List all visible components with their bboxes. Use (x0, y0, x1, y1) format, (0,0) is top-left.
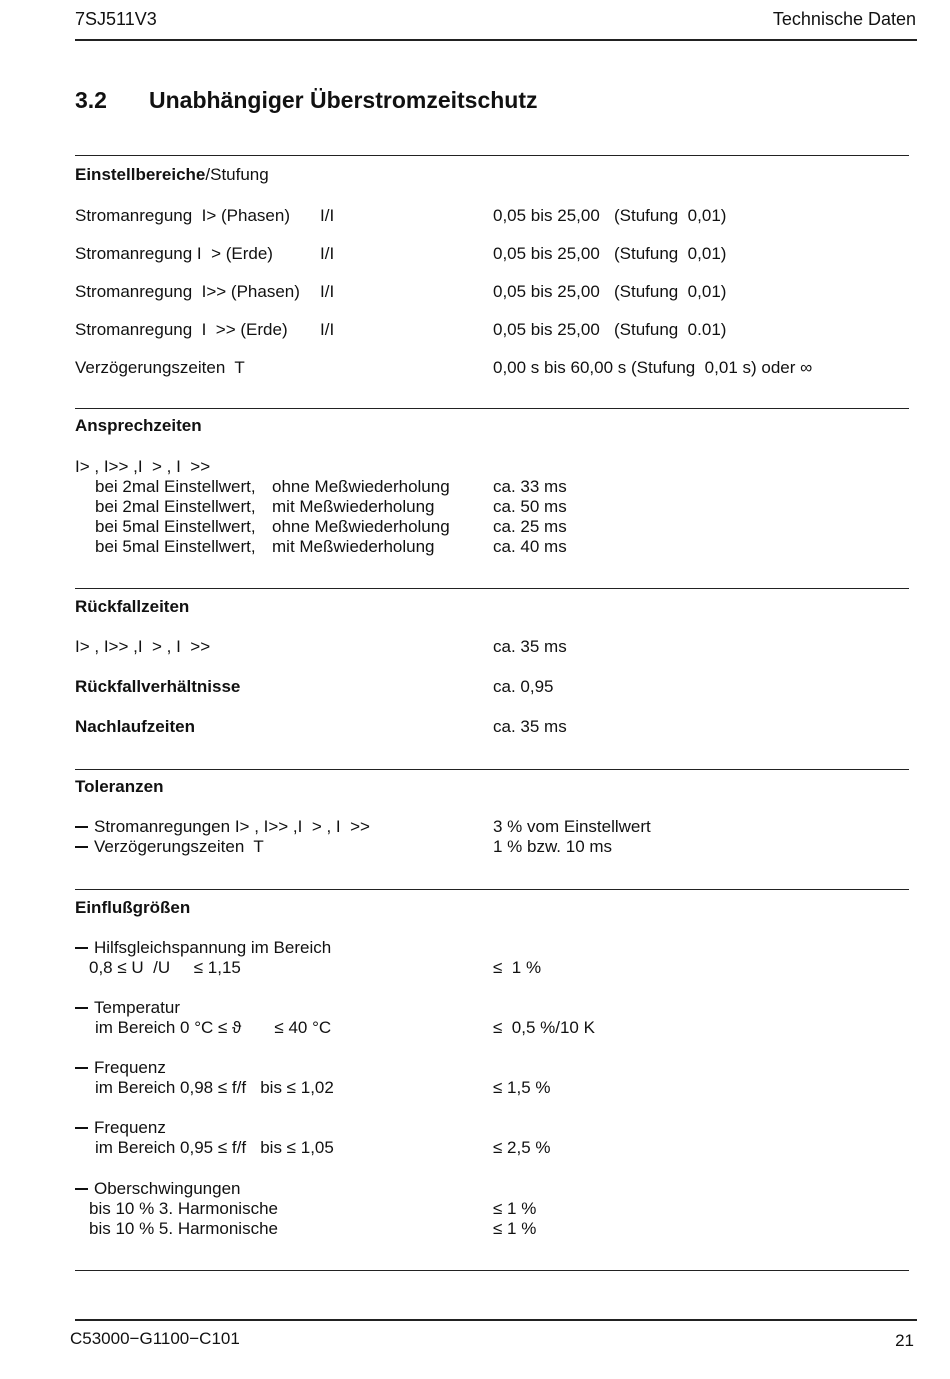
dash-bullet (75, 826, 88, 828)
ober-value: ≤ 1 % (493, 1199, 537, 1218)
ansprech-mode: mit Meßwiederholung (272, 497, 435, 516)
rule-einstell (75, 155, 909, 156)
einstell-label: Stromanregung I> (Phasen) (75, 206, 290, 225)
einstell-label: Stromanregung I > (Erde) (75, 244, 273, 263)
heading-einstellbereiche (75, 165, 269, 185)
einstell-value: 0,05 bis 25,00 (Stufung 0,01) (493, 244, 727, 263)
heading-toleranzen: Toleranzen (75, 777, 164, 796)
rule-toleranzen (75, 769, 909, 770)
freq1-title: Frequenz (94, 1058, 166, 1077)
section-number: 3.2 (75, 87, 107, 113)
heading-ansprechzeiten: Ansprechzeiten (75, 416, 202, 435)
ansprech-value: ca. 33 ms (493, 477, 567, 496)
einstell-value: 0,00 s bis 60,00 s (Stufung 0,01 s) oder ∞ (493, 358, 813, 377)
heading-einflussgroessen: Einflußgrößen (75, 898, 191, 917)
einfluss-title (75, 938, 331, 958)
einstell-unit: I/I (320, 244, 335, 263)
ansprech-value: ca. 50 ms (493, 497, 567, 516)
rueckfallverhaeltnisse-label: Rückfallverhältnisse (75, 677, 241, 696)
ober-value: ≤ 1 % (493, 1219, 537, 1238)
freq2-range: im Bereich 0,95 ≤ f/f bis ≤ 1,05 (95, 1138, 334, 1157)
freq2-title: Frequenz (94, 1118, 166, 1137)
einfluss-title (75, 998, 180, 1018)
toleranz-item (75, 837, 264, 857)
ansprech-factor: bei 5mal Einstellwert, (95, 537, 256, 556)
ansprech-mode: ohne Meßwiederholung (272, 477, 450, 496)
toleranz-value: 1 % bzw. 10 ms (493, 837, 613, 856)
hilfs-range: 0,8 ≤ U /U ≤ 1,15 (89, 958, 241, 977)
einfluss-title (75, 1058, 166, 1078)
ansprech-value: ca. 25 ms (493, 517, 567, 536)
header-doc-id: 7SJ511V3 (75, 9, 157, 29)
einstell-unit: I/I (320, 282, 335, 301)
footer-page-number: 21 (895, 1331, 914, 1350)
einstell-label: Stromanregung I >> (Erde) (75, 320, 288, 339)
einfluss-title (75, 1179, 240, 1199)
toleranz-item (75, 817, 370, 837)
einstell-value: 0,05 bis 25,00 (Stufung 0,01) (493, 282, 727, 301)
ober-label: bis 10 % 5. Harmonische (89, 1219, 278, 1238)
rule-rueckfall (75, 588, 909, 589)
einstell-value: 0,05 bis 25,00 (Stufung 0,01) (493, 206, 727, 225)
rueckfall-value: ca. 35 ms (493, 637, 567, 656)
dash-bullet (75, 846, 88, 848)
ansprech-value: ca. 40 ms (493, 537, 567, 556)
dash-bullet (75, 1007, 88, 1009)
einstell-unit: I/I (320, 206, 335, 225)
toleranz-label: Verzögerungszeiten T (94, 837, 264, 856)
einstell-label: Verzögerungszeiten T (75, 358, 245, 377)
ansprech-factor: bei 5mal Einstellwert, (95, 517, 256, 536)
header-rule (75, 39, 917, 41)
heading-rueckfallzeiten: Rückfallzeiten (75, 597, 190, 616)
ober-title: Oberschwingungen (94, 1179, 241, 1198)
einfluss-title (75, 1118, 166, 1138)
einstell-unit: I/I (320, 320, 335, 339)
hilfs-value: ≤ 1 % (493, 958, 542, 977)
ansprech-factor: bei 2mal Einstellwert, (95, 477, 256, 496)
ansprech-intro: I> , I>> ,I > , I >> (75, 457, 211, 476)
nachlaufzeiten-value: ca. 35 ms (493, 717, 567, 736)
ansprech-factor: bei 2mal Einstellwert, (95, 497, 256, 516)
heading-einstell-bold: Einstellbereiche (75, 165, 206, 184)
section-title: Unabhängiger Überstromzeitschutz (149, 87, 538, 113)
footer-order-number: C53000−G1100−C101 (70, 1329, 240, 1348)
ansprech-mode: ohne Meßwiederholung (272, 517, 450, 536)
ober-label: bis 10 % 3. Harmonische (89, 1199, 278, 1218)
nachlaufzeiten-label: Nachlaufzeiten (75, 717, 195, 736)
dash-bullet (75, 1188, 88, 1190)
rule-end (75, 1270, 909, 1271)
rueckfall-label: I> , I>> ,I > , I >> (75, 637, 211, 656)
freq2-value: ≤ 2,5 % (493, 1138, 551, 1157)
footer-rule (75, 1319, 917, 1321)
freq1-value: ≤ 1,5 % (493, 1078, 551, 1097)
freq1-range: im Bereich 0,98 ≤ f/f bis ≤ 1,02 (95, 1078, 334, 1097)
temp-value: ≤ 0,5 %/10 K (493, 1018, 595, 1037)
rule-ansprech (75, 408, 909, 409)
rueckfallverhaeltnisse-value: ca. 0,95 (493, 677, 554, 696)
einstell-label: Stromanregung I>> (Phasen) (75, 282, 300, 301)
heading-einstell-rest: /Stufung (205, 165, 269, 184)
temp-range: im Bereich 0 °C ≤ ϑ ≤ 40 °C (95, 1018, 332, 1037)
dash-bullet (75, 1067, 88, 1069)
temp-title: Temperatur (94, 998, 180, 1017)
einstell-value: 0,05 bis 25,00 (Stufung 0.01) (493, 320, 727, 339)
dash-bullet (75, 1127, 88, 1129)
hilfs-title: Hilfsgleichspannung im Bereich (94, 938, 332, 957)
toleranz-value: 3 % vom Einstellwert (493, 817, 651, 836)
toleranz-label: Stromanregungen I> , I>> ,I > , I >> (94, 817, 370, 836)
dash-bullet (75, 947, 88, 949)
header-section-name: Technische Daten (772, 9, 916, 29)
ansprech-mode: mit Meßwiederholung (272, 537, 435, 556)
rule-einfluss (75, 889, 909, 890)
